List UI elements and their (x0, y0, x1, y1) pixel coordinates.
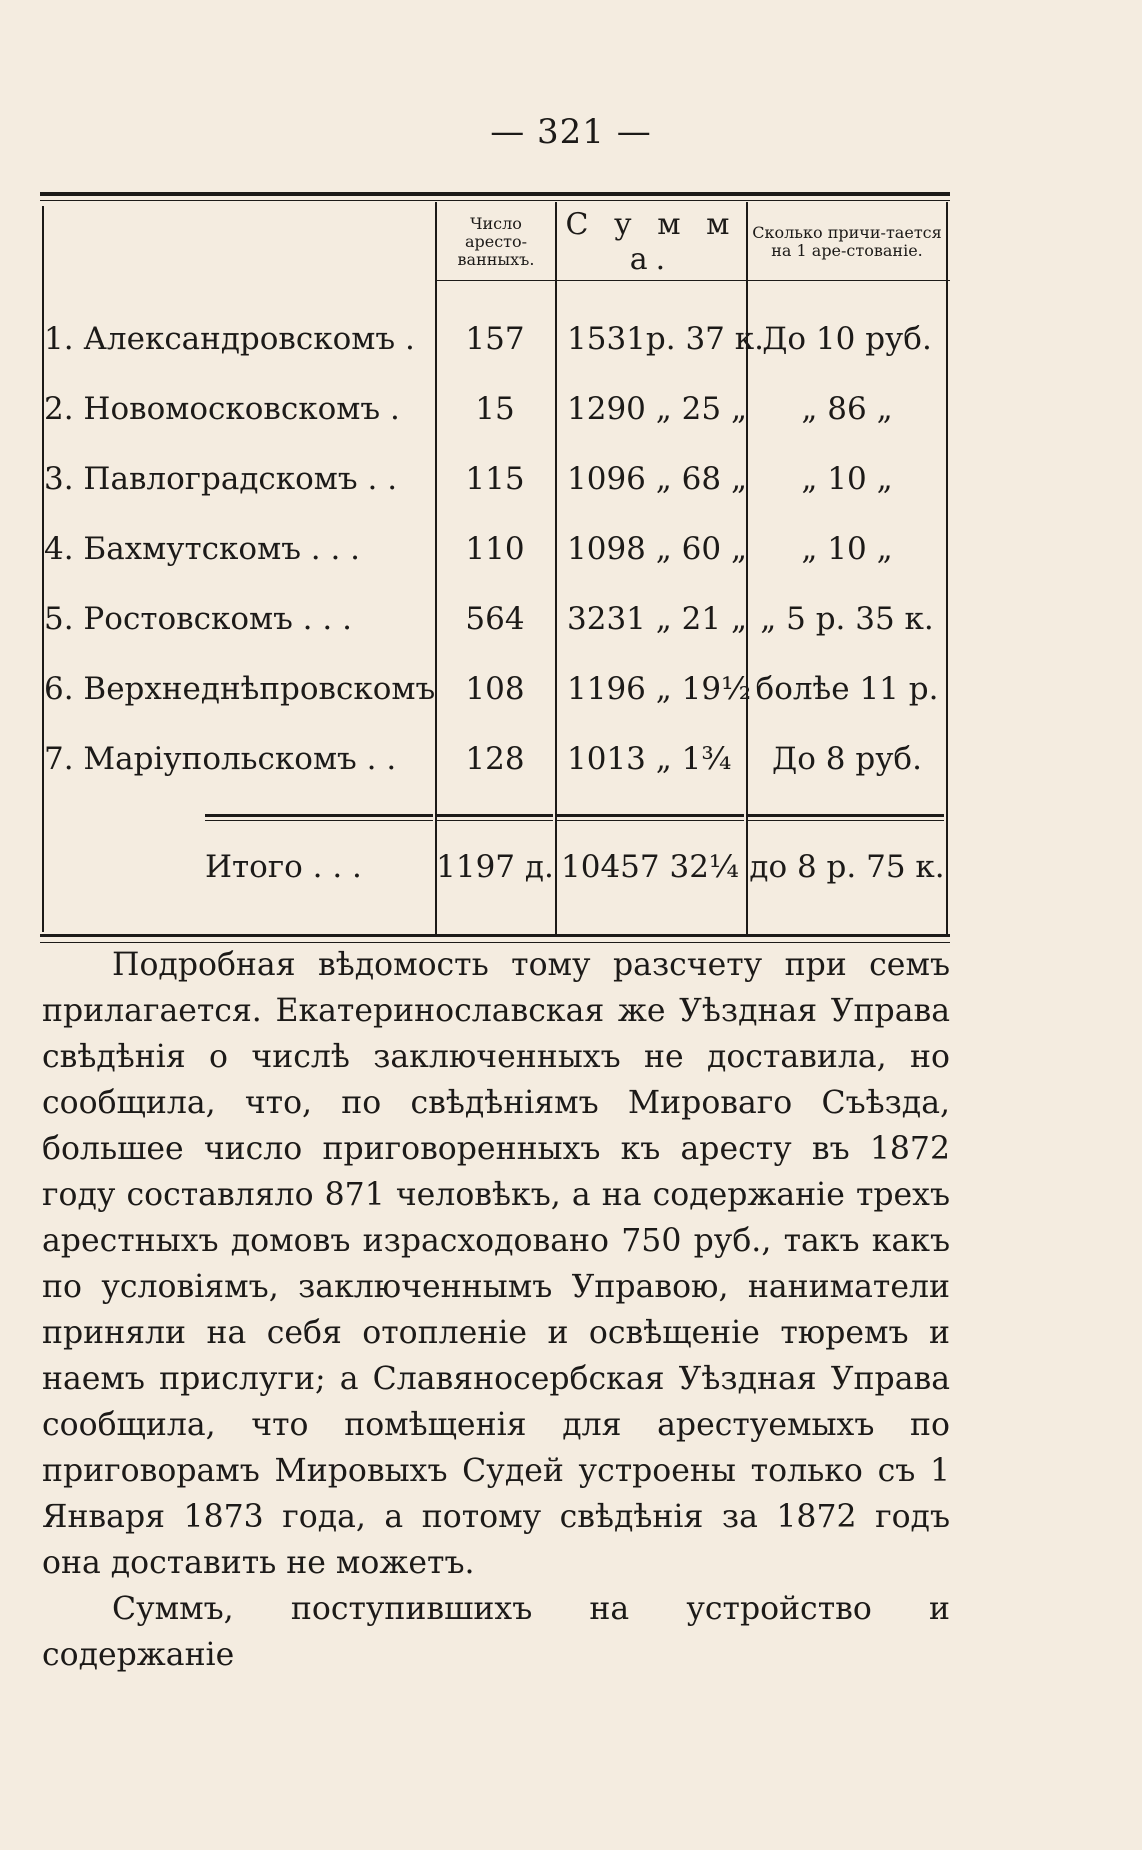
district-name: 5. Ростовскомъ . . . (44, 601, 352, 637)
total-sum: 10457 32¼ (561, 849, 739, 885)
sum-value: 1290 „ 25 „ (567, 391, 748, 427)
total-rule-thin (437, 820, 553, 821)
arrest-count: 110 (465, 531, 525, 567)
rate-value: „ 10 „ (801, 531, 893, 567)
table-row (40, 444, 950, 514)
table-bottom-rule (40, 934, 950, 937)
table-row (40, 654, 950, 724)
table-row (40, 724, 950, 794)
table-top-rule-thin (40, 200, 950, 201)
total-rule (205, 814, 433, 817)
table-row (40, 514, 950, 584)
page-number: — 321 — (490, 112, 652, 152)
arrest-count: 128 (465, 741, 525, 777)
sum-value: 3231 „ 21 „ (567, 601, 748, 637)
table-row (40, 584, 950, 654)
body-text (42, 942, 950, 1678)
total-rate: до 8 р. 75 к. (749, 849, 945, 885)
rate-value: До 10 руб. (762, 321, 932, 357)
arrest-count: 15 (475, 391, 515, 427)
header-rule (435, 280, 950, 281)
district-name: 6. Верхнеднѣпровскомъ (44, 671, 436, 707)
table-total-row (40, 832, 950, 902)
arrest-count: 157 (465, 321, 525, 357)
district-name: 4. Бахмутскомъ . . . (44, 531, 361, 567)
rate-value: „ 10 „ (801, 461, 893, 497)
rate-value: До 8 руб. (772, 741, 922, 777)
total-rule-thin (557, 820, 744, 821)
sum-value: 1196 „ 19½ (567, 671, 752, 707)
district-name: 7. Маріупольскомъ . . (44, 741, 397, 777)
total-rule-thin (748, 820, 944, 821)
paragraph: Суммъ, поступившихъ на устройство и содержаніе (42, 1591, 950, 1673)
rate-value: болѣе 11 р. (755, 671, 939, 707)
arrest-count: 564 (465, 601, 525, 637)
district-name: 1. Александровскомъ . (44, 321, 415, 357)
sum-value: 1098 „ 60 „ (567, 531, 748, 567)
total-rule-thin (205, 820, 433, 821)
total-label: Итого . . . (205, 849, 362, 885)
sum-value: 1013 „ 1¾ (567, 741, 732, 777)
total-rule (557, 814, 744, 817)
total-count: 1197 д. (436, 849, 554, 885)
table-row (40, 374, 950, 444)
district-name: 3. Павлоградскомъ . . (44, 461, 398, 497)
header-rate: Сколько причи-тается на 1 аре-стованіе. (752, 223, 942, 260)
paragraph: Подробная вѣдомость тому разсчету при семъ прилагается. Екатеринославская же Уѣздная Управа свѣдѣнія о числѣ заключенныхъ не доставила, но сообщила, что, по свѣдѣніямъ Мироваго Съѣзда, большее число приговоренныхъ къ аресту въ 1872 году составляло 871 человѣкъ, а на содержаніе трехъ арестныхъ домовъ израсходовано 750 руб., такъ какъ по условіямъ, заключеннымъ Управою, наниматели приняли на себя отопленіе и освѣщеніе тюремъ и наемъ прислуги; а Славяносербская Уѣздная Управа сообщила, что помѣщенія для арестуемыхъ по приговорамъ Мировыхъ Судей устроены только съ 1 Января 1873 года, а потому свѣдѣнія за 1872 годъ она доставить не можетъ. (42, 947, 950, 1581)
table-top-rule (40, 192, 950, 196)
total-rule (437, 814, 553, 817)
arrest-cost-table (40, 192, 950, 932)
total-rule (748, 814, 944, 817)
sum-value: 1096 „ 68 „ (567, 461, 748, 497)
header-sum: С у м м а. (565, 207, 738, 277)
table-row (40, 304, 950, 374)
sum-value: 1531р. 37 к. (567, 321, 764, 357)
arrest-count: 115 (465, 461, 525, 497)
arrest-count: 108 (465, 671, 525, 707)
rate-value: „ 86 „ (801, 391, 893, 427)
district-name: 2. Новомосковскомъ . (44, 391, 400, 427)
rate-value: „ 5 р. 35 к. (760, 601, 934, 637)
header-count: Число аресто-ванныхъ. (457, 214, 535, 269)
